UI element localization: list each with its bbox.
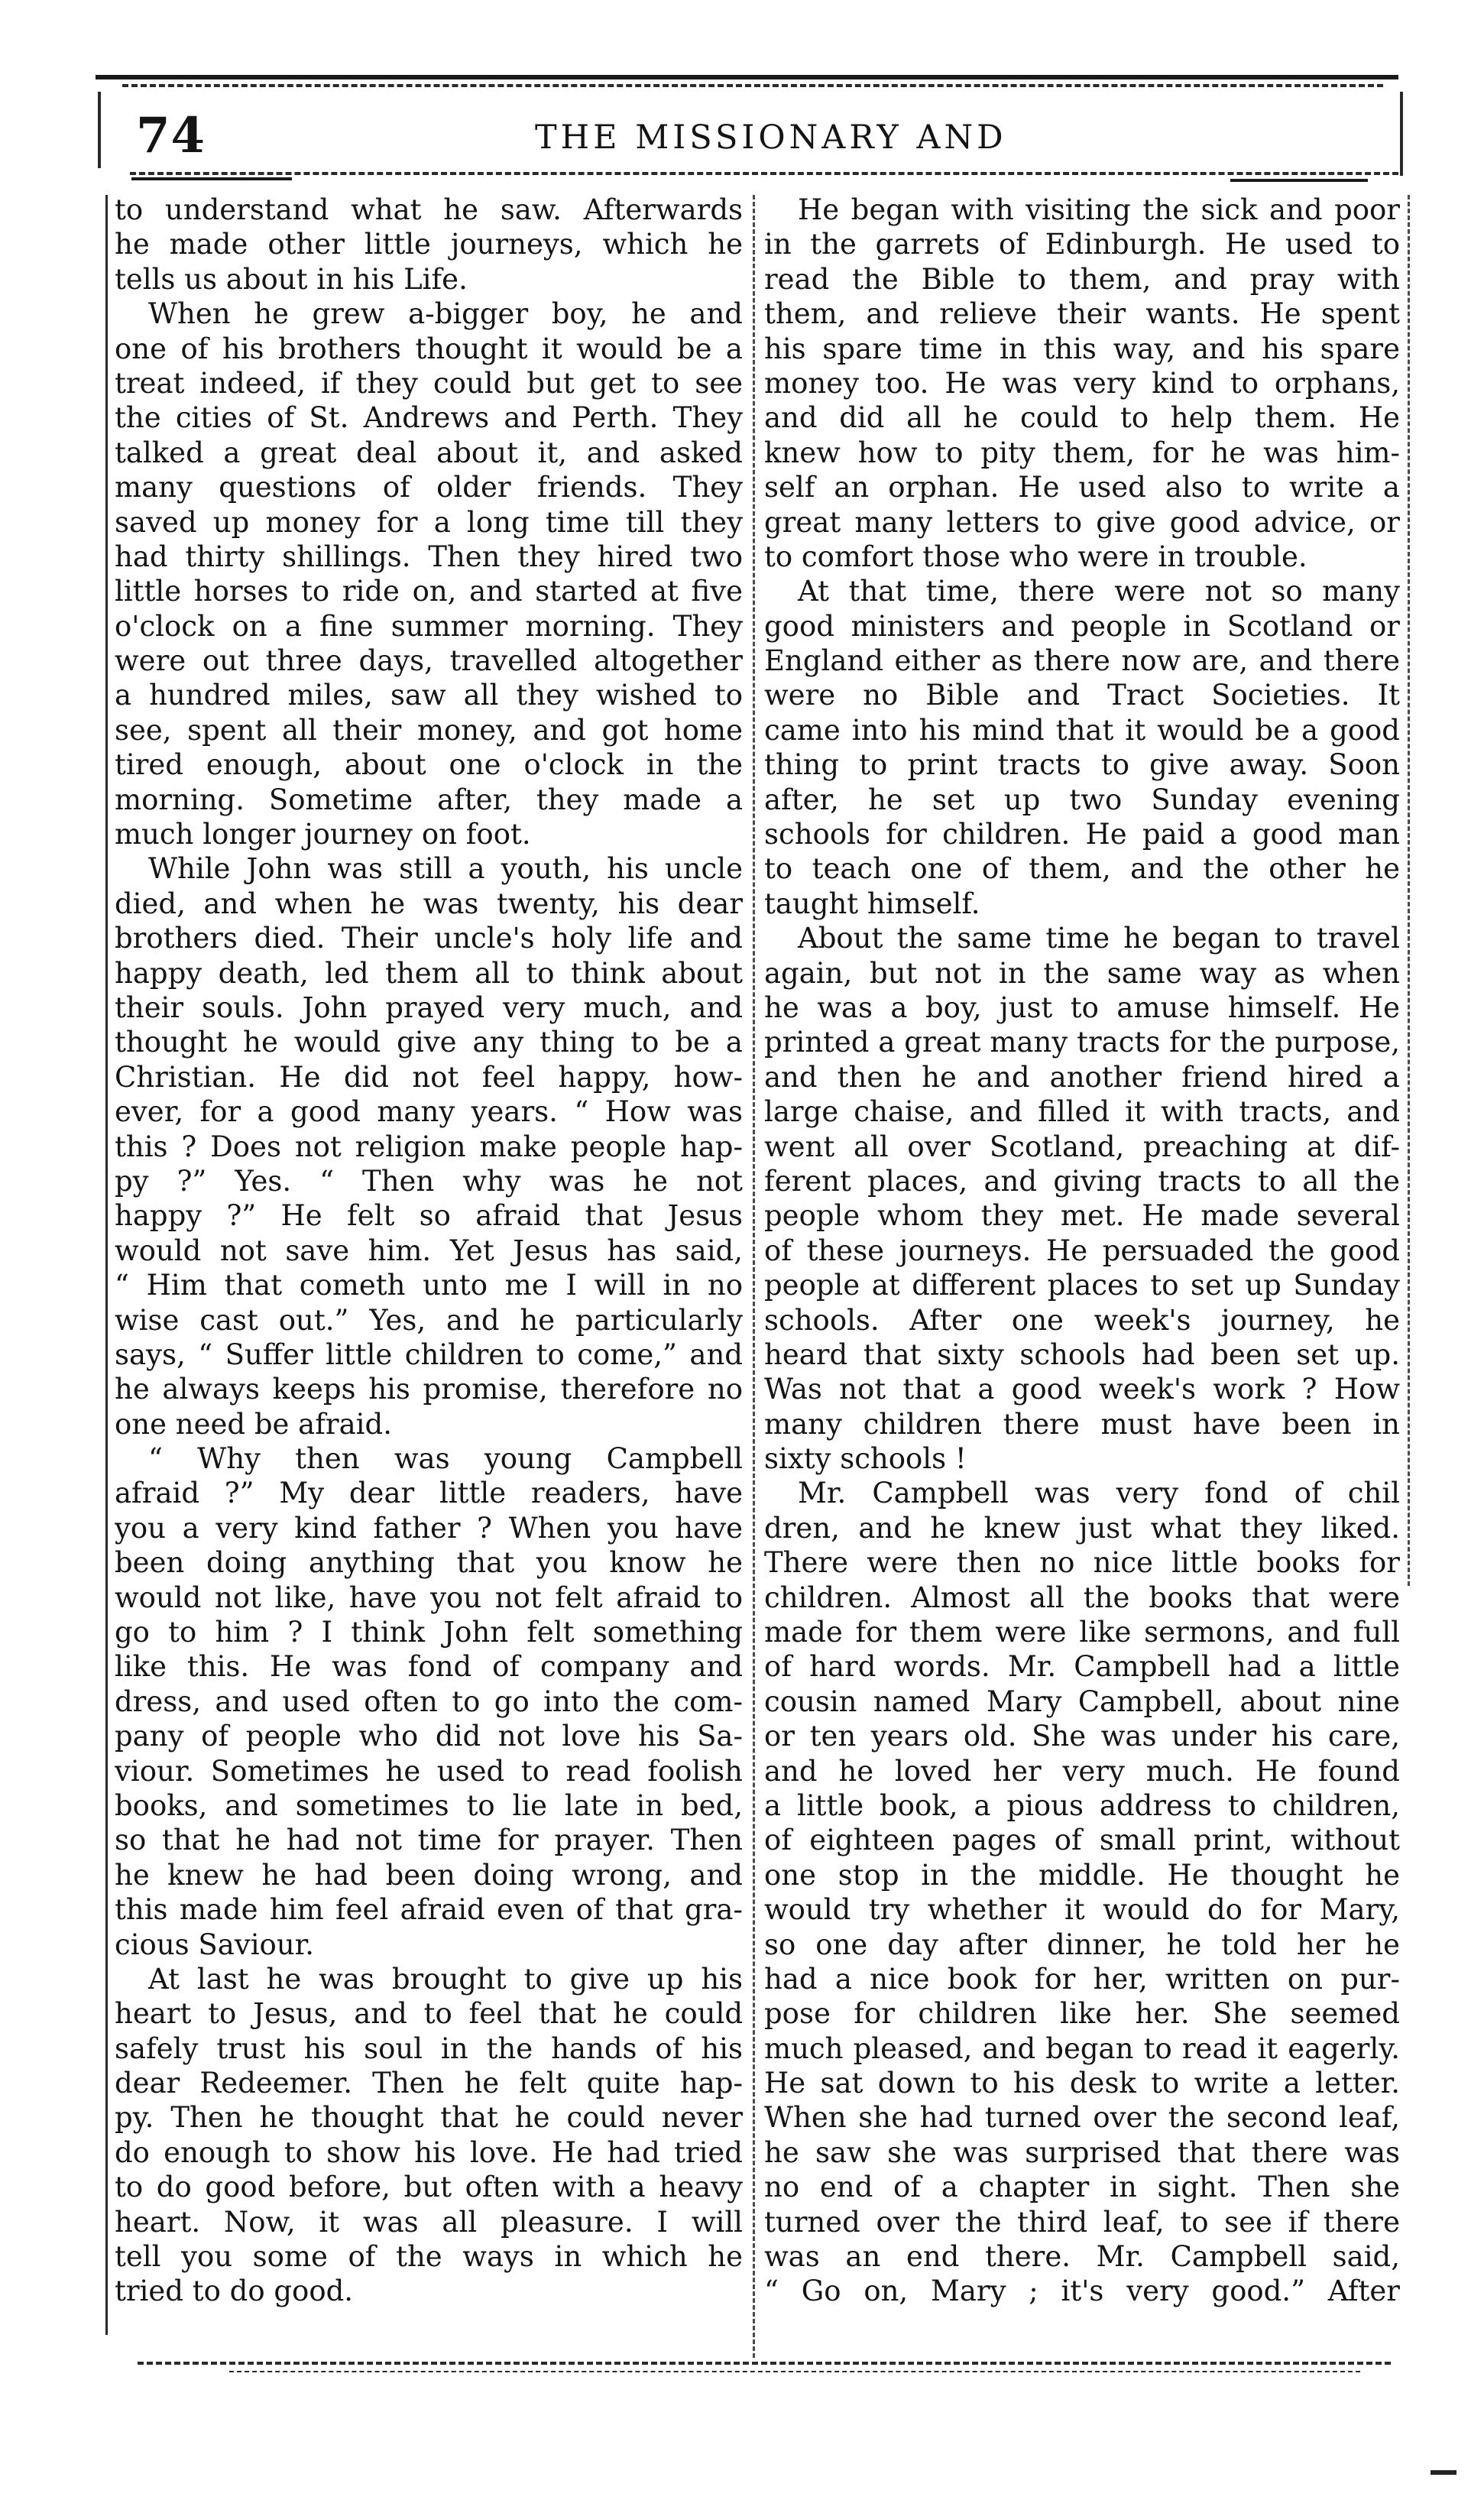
text-line: He sat down to his desk to write a letter.	[764, 2067, 1400, 2100]
text-line: read the Bible to them, and pray with	[764, 262, 1400, 296]
text-line: go to him ? I think John felt something	[115, 1616, 743, 1649]
text-line: one need be afraid.	[115, 1407, 392, 1441]
text-line: thing to print tracts to give away. Soon	[764, 748, 1400, 782]
text-line: dren, and he knew just what they liked.	[764, 1511, 1400, 1545]
text-line: When she had turned over the second leaf,	[764, 2101, 1400, 2135]
text-line: of hard words. Mr. Campbell had a little	[764, 1650, 1400, 1684]
text-line: afraid ?” My dear little readers, have	[115, 1477, 743, 1510]
text-line: people at different places to set up Sunday	[764, 1269, 1400, 1302]
text-line: ever, for a good many years. “ How was	[115, 1095, 743, 1129]
text-line: schools for children. He paid a good man	[764, 818, 1400, 851]
text-line: had thirty shillings. Then they hired two	[115, 540, 743, 573]
text-line: England either as there now are, and there	[764, 644, 1400, 678]
text-line: At that time, there were not so many	[798, 575, 1400, 608]
text-line: heart. Now, it was all pleasure. I will	[115, 2205, 743, 2239]
header-dashes	[130, 172, 1398, 175]
text-line: tell you some of the ways in which he	[115, 2240, 743, 2274]
text-line: money too. He was very kind to orphans,	[764, 366, 1400, 400]
text-line: of these journeys. He persuaded the good	[764, 1234, 1400, 1267]
bottom-border-dashes	[138, 2362, 1391, 2365]
text-line: to do good before, but often with a heavy	[115, 2171, 743, 2204]
text-line: would not like, have you not felt afraid to	[115, 1581, 743, 1614]
text-line: At last he was brought to give up his	[148, 1962, 743, 1996]
text-line: been doing anything that you know he	[115, 1546, 743, 1580]
text-line: dear Redeemer. Then he felt quite hap-	[115, 2067, 743, 2100]
text-line: would try whether it would do for Mary,	[764, 1893, 1400, 1927]
text-line: great many letters to give good advice, or	[764, 505, 1400, 539]
text-line: this ? Does not religion make people hap-	[115, 1130, 743, 1163]
text-line: he was a boy, just to amuse himself. He	[764, 991, 1400, 1024]
text-line: tried to do good.	[115, 2275, 354, 2308]
text-line: “ Him that cometh unto me I will in no	[115, 1269, 743, 1302]
text-line: brothers died. Their uncle's holy life and	[115, 922, 743, 955]
text-line: morning. Sometime after, they made a	[115, 783, 743, 816]
text-line: self an orphan. He used also to write a	[764, 471, 1400, 504]
text-line: little horses to ride on, and started at five	[115, 575, 743, 608]
text-line: books, and sometimes to lie late in bed,	[115, 1788, 743, 1822]
text-line: happy ?” He felt so afraid that Jesus	[115, 1199, 743, 1233]
text-line: was an end there. Mr. Campbell said,	[764, 2240, 1400, 2274]
column-divider	[753, 195, 755, 2358]
text-line: one stop in the middle. He thought he	[764, 1858, 1400, 1892]
text-line: While John was still a youth, his uncle	[148, 852, 743, 886]
right-margin-rule	[1400, 92, 1403, 176]
text-line: died, and when he was twenty, his dear	[115, 887, 743, 920]
text-line: them, and relieve their wants. He spent	[764, 297, 1400, 331]
text-line: many questions of older friends. They	[115, 471, 743, 504]
text-line: and then he and another friend hired a	[764, 1060, 1400, 1094]
text-line: Was not that a good week's work ? How	[764, 1373, 1400, 1406]
text-line: heard that sixty schools had been set up.	[764, 1338, 1400, 1371]
text-line: so one day after dinner, he told her he	[764, 1928, 1400, 1961]
text-line: sixty schools !	[764, 1442, 967, 1476]
running-head: THE MISSIONARY AND	[535, 118, 1007, 157]
text-line: again, but not in the same way as when	[764, 956, 1400, 990]
text-line: pany of people who did not love his Sa-	[115, 1720, 743, 1753]
left-margin-rule	[98, 92, 101, 168]
text-line: pose for children like her. She seemed	[764, 1997, 1400, 2031]
text-line: taught himself.	[764, 887, 980, 920]
text-line: cousin named Mary Campbell, about nine	[764, 1685, 1400, 1718]
right-column	[764, 193, 1400, 2309]
text-line: knew how to pity them, for he was him-	[764, 436, 1400, 469]
text-line: one of his brothers thought it would be a	[115, 332, 743, 365]
text-line: “ Go on, Mary ; it's very good.” After	[764, 2275, 1400, 2308]
text-line: in the garrets of Edinburgh. He used to	[764, 228, 1400, 261]
text-line: much pleased, and began to read it eagerly.	[764, 2031, 1400, 2065]
text-line: of eighteen pages of small print, without	[764, 1824, 1400, 1857]
text-line: would not save him. Yet Jesus has said,	[115, 1234, 743, 1267]
text-line: he made other little journeys, which he	[115, 228, 743, 261]
text-line: made for them were like sermons, and full	[764, 1616, 1400, 1649]
text-line: tells us about in his Life.	[115, 262, 468, 296]
text-line: the cities of St. Andrews and Perth. They	[115, 401, 743, 435]
text-line: thought he would give any thing to be a	[115, 1026, 743, 1059]
left-column-margin-rule	[105, 195, 108, 2335]
text-line: About the same time he began to travel	[798, 922, 1400, 955]
top-border-dashes	[122, 84, 1383, 87]
text-line: like this. He was fond of company and	[115, 1650, 743, 1684]
bottom-border-dashes-lower	[229, 2371, 1360, 2372]
page-number: 74	[136, 107, 206, 164]
text-line: were no Bible and Tract Societies. It	[764, 679, 1400, 712]
text-line: a hundred miles, saw all they wished to	[115, 679, 743, 712]
text-line: large chaise, and filled it with tracts, and	[764, 1095, 1400, 1129]
text-line: py. Then he thought that he could never	[115, 2101, 743, 2135]
text-line: this made him feel afraid even of that gra-	[115, 1893, 743, 1927]
text-line: printed a great many tracts for the purpose,	[764, 1026, 1400, 1059]
text-line: heart to Jesus, and to feel that he could	[115, 1997, 743, 2031]
header-rule-right	[1230, 179, 1368, 182]
text-line: cious Saviour.	[115, 1928, 315, 1961]
text-line: he knew he had been doing wrong, and	[115, 1858, 743, 1892]
text-line: much longer journey on foot.	[115, 818, 531, 851]
text-line: to comfort those who were in trouble.	[764, 540, 1307, 573]
text-line: had a nice book for her, written on pur-	[764, 1962, 1400, 1996]
text-line: children. Almost all the books that were	[764, 1581, 1400, 1614]
text-line: “ Why then was young Campbell	[148, 1442, 743, 1476]
text-line: came into his mind that it would be a good	[764, 713, 1400, 747]
text-line: o'clock on a fine summer morning. They	[115, 609, 743, 643]
text-line: and did all he could to help them. He	[764, 401, 1400, 435]
text-line: Christian. He did not feel happy, how-	[115, 1060, 743, 1094]
text-line: safely trust his soul in the hands of his	[115, 2031, 743, 2065]
text-line: viour. Sometimes he used to read foolish	[115, 1754, 743, 1788]
text-line: tired enough, about one o'clock in the	[115, 748, 743, 782]
text-line: When he grew a-bigger boy, he and	[148, 297, 743, 331]
text-line: or ten years old. She was under his care,	[764, 1720, 1400, 1753]
text-line: do enough to show his love. He had tried	[115, 2135, 743, 2169]
text-line: schools. After one week's journey, he	[764, 1303, 1400, 1337]
text-line: a little book, a pious address to children,	[764, 1788, 1400, 1822]
text-line: treat indeed, if they could but get to see	[115, 366, 743, 400]
text-line: after, he set up two Sunday evening	[764, 783, 1400, 816]
text-line: no end of a chapter in sight. Then she	[764, 2171, 1400, 2204]
text-line: to teach one of them, and the other he	[764, 852, 1400, 886]
text-line: dress, and used often to go into the com-	[115, 1685, 743, 1718]
right-column-margin-rule	[1408, 195, 1410, 1586]
text-line: so that he had not time for prayer. Then	[115, 1824, 743, 1857]
header-rule-left	[131, 177, 292, 180]
text-line: Mr. Campbell was very fond of chil	[798, 1477, 1400, 1510]
text-line: many children there must have been in	[764, 1407, 1400, 1441]
text-line: were out three days, travelled altogether	[115, 644, 743, 678]
text-line: good ministers and people in Scotland or	[764, 609, 1400, 643]
text-line: ferent places, and giving tracts to all the	[764, 1164, 1400, 1198]
text-line: py ?” Yes. “ Then why was he not	[115, 1164, 743, 1198]
text-line: saved up money for a long time till they	[115, 505, 743, 539]
text-line: and he loved her very much. He found	[764, 1754, 1400, 1788]
left-column	[115, 193, 743, 2309]
text-line: people whom they met. He made several	[764, 1199, 1400, 1233]
text-line: went all over Scotland, preaching at dif-	[764, 1130, 1400, 1163]
text-line: There were then no nice little books for	[764, 1546, 1400, 1580]
text-line: happy death, led them all to think about	[115, 956, 743, 990]
bottom-corner-mark	[1431, 2470, 1456, 2475]
text-line: turned over the third leaf, to see if there	[764, 2205, 1400, 2239]
text-line: you a very kind father ? When you have	[115, 1511, 743, 1545]
text-line: to understand what he saw. Afterwards	[115, 193, 743, 226]
text-line: he saw she was surprised that there was	[764, 2135, 1400, 2169]
text-line: talked a great deal about it, and asked	[115, 436, 743, 469]
text-line: he always keeps his promise, therefore no	[115, 1373, 743, 1406]
text-line: their souls. John prayed very much, and	[115, 991, 743, 1024]
text-line: wise cast out.” Yes, and he particularly	[115, 1303, 743, 1337]
text-line: his spare time in this way, and his spare	[764, 332, 1400, 365]
top-border-rule	[96, 75, 1398, 79]
text-line: says, “ Suffer little children to come,” and	[115, 1338, 743, 1371]
text-line: He began with visiting the sick and poor	[798, 193, 1400, 226]
text-line: see, spent all their money, and got home	[115, 713, 743, 747]
